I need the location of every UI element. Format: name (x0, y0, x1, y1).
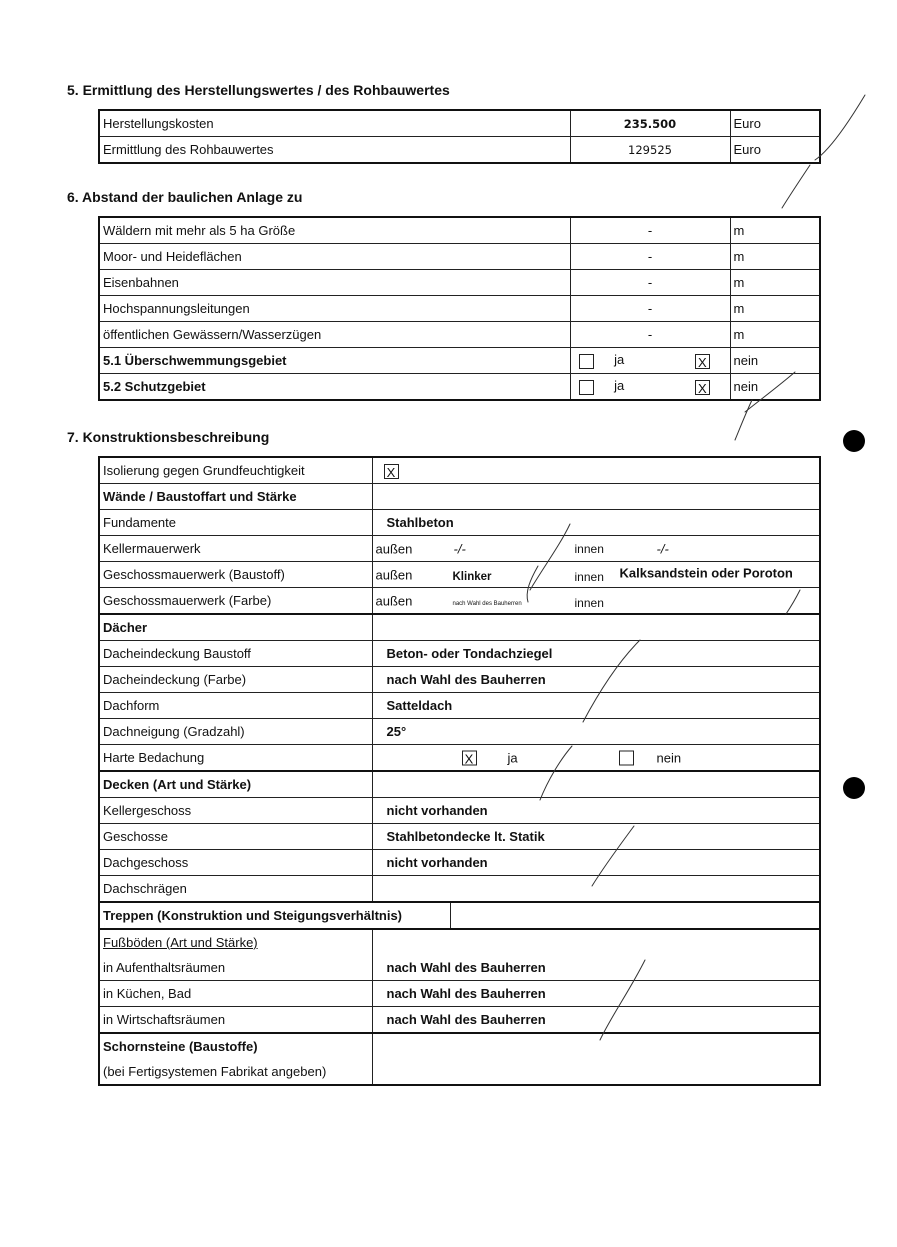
row-label: Dacheindeckung Baustoff (99, 641, 372, 667)
row-value: Stahlbeton (372, 510, 820, 536)
table-row (99, 322, 820, 348)
row-unit: m (730, 270, 820, 296)
table-row (99, 745, 820, 772)
pen-stroke (735, 400, 752, 440)
row-label: 5.1 Überschwemmungsgebiet (99, 348, 570, 374)
row-label: (bei Fertigsystemen Fabrikat angeben) (99, 1059, 372, 1085)
row-value: nicht vorhanden (372, 798, 820, 824)
ja-checkbox[interactable] (579, 354, 594, 369)
aussen-label: außen (375, 541, 413, 556)
table-row (99, 244, 820, 270)
row-value: - (570, 244, 730, 270)
section-7-table (98, 456, 821, 1086)
row-unit: m (730, 244, 820, 270)
punch-hole (843, 777, 865, 799)
table-row (99, 667, 820, 693)
table-row (99, 771, 820, 798)
row-label: Dachgeschoss (99, 850, 372, 876)
isolierung-checkbox[interactable]: X (384, 464, 399, 479)
table-row (99, 217, 820, 244)
innen-label: innen (574, 595, 604, 610)
section-6-heading: 6. Abstand der baulichen Anlage zu (67, 189, 303, 205)
ja-checkbox[interactable] (579, 380, 594, 395)
innen-label: innen (574, 569, 604, 584)
innen-value: Kalksandstein oder Poroton (619, 565, 793, 580)
aussen-innen-cell (372, 588, 820, 615)
table-row (99, 929, 820, 955)
table-row (99, 1033, 820, 1059)
section-5-table (98, 109, 821, 164)
nein-label: nein (656, 750, 682, 765)
group-header: Decken (Art und Stärke) (99, 771, 372, 798)
row-unit: Euro (730, 110, 820, 137)
row-label: Harte Bedachung (99, 745, 372, 772)
row-unit: m (730, 322, 820, 348)
ja-cell (570, 348, 730, 374)
table-row (99, 536, 820, 562)
row-label: Geschossmauerwerk (Farbe) (99, 588, 372, 615)
group-header: Fußböden (Art und Stärke) (99, 929, 372, 955)
section-6-table (98, 216, 821, 401)
table-row (99, 902, 820, 929)
nein-checkbox[interactable] (619, 750, 634, 765)
row-value: - (570, 296, 730, 322)
row-label: öffentlichen Gewässern/Wasserzügen (99, 322, 570, 348)
table-row (99, 110, 820, 137)
row-label: Kellermauerwerk (99, 536, 372, 562)
aussen-innen-cell (372, 562, 820, 588)
table-row (99, 824, 820, 850)
table-row (99, 798, 820, 824)
row-value: - (570, 217, 730, 244)
row-value: Satteldach (372, 693, 820, 719)
row-label: Hochspannungsleitungen (99, 296, 570, 322)
row-unit: m (730, 217, 820, 244)
table-row (99, 876, 820, 903)
table-row (99, 981, 820, 1007)
row-label: Moor- und Heideflächen (99, 244, 570, 270)
group-header: Treppen (Konstruktion und Steigungsverhältnis) (99, 902, 450, 929)
row-label: Dachform (99, 693, 372, 719)
aussen-value: nach Wahl des Bauherren (452, 600, 522, 607)
table-row (99, 296, 820, 322)
table-row (99, 1007, 820, 1034)
row-label: in Aufenthaltsräumen (99, 955, 372, 981)
table-row (99, 562, 820, 588)
ja-label: ja (614, 352, 625, 368)
innen-value: -/- (656, 541, 669, 556)
row-value: Stahlbetondecke lt. Statik (372, 824, 820, 850)
row-label: Isolierung gegen Grundfeuchtigkeit (99, 457, 372, 484)
aussen-value: -/- (453, 541, 466, 556)
row-label: Fundamente (99, 510, 372, 536)
row-value: - (570, 270, 730, 296)
aussen-label: außen (375, 567, 413, 582)
row-label: Kellergeschoss (99, 798, 372, 824)
nein-label: nein (730, 374, 820, 401)
section-7-heading: 7. Konstruktionsbeschreibung (67, 429, 270, 445)
nein-checkbox[interactable]: X (695, 380, 710, 395)
row-label: Wäldern mit mehr als 5 ha Größe (99, 217, 570, 244)
row-label: Ermittlung des Rohbauwertes (99, 137, 570, 164)
row-label: Geschossmauerwerk (Baustoff) (99, 562, 372, 588)
row-unit: m (730, 296, 820, 322)
row-value: - (570, 322, 730, 348)
section-5-heading: 5. Ermittlung des Herstellungswertes / des Rohbauwertes (67, 82, 450, 98)
table-row (99, 955, 820, 981)
row-value: nach Wahl des Bauherren (372, 981, 820, 1007)
table-row (99, 348, 820, 374)
table-row (99, 719, 820, 745)
row-label: Dacheindeckung (Farbe) (99, 667, 372, 693)
row-unit: Euro (730, 137, 820, 164)
table-row (99, 850, 820, 876)
table-row (99, 457, 820, 484)
table-row (99, 374, 820, 401)
table-row (99, 693, 820, 719)
isolierung-cell (372, 457, 820, 484)
table-row (99, 137, 820, 164)
row-value: 235.500 (570, 110, 730, 137)
pen-stroke (782, 165, 810, 208)
row-label: Dachneigung (Gradzahl) (99, 719, 372, 745)
innen-label: innen (574, 541, 604, 556)
row-value: nach Wahl des Bauherren (372, 955, 820, 981)
ja-cell (570, 374, 730, 401)
harte-bedachung-cell (372, 745, 820, 772)
row-value: 25° (372, 719, 820, 745)
row-label: in Wirtschaftsräumen (99, 1007, 372, 1034)
row-value: nicht vorhanden (372, 850, 820, 876)
row-value (372, 876, 820, 903)
row-label: Eisenbahnen (99, 270, 570, 296)
aussen-label: außen (375, 593, 413, 608)
aussen-value: Klinker (452, 570, 492, 583)
table-row (99, 484, 820, 510)
row-label: Geschosse (99, 824, 372, 850)
row-label: Herstellungskosten (99, 110, 570, 137)
table-row (99, 614, 820, 641)
table-row (99, 270, 820, 296)
row-label: Dachschrägen (99, 876, 372, 903)
row-value: Beton- oder Tondachziegel (372, 641, 820, 667)
ja-label: ja (507, 750, 518, 765)
group-header: Dächer (99, 614, 372, 641)
row-label: in Küchen, Bad (99, 981, 372, 1007)
table-row (99, 510, 820, 536)
punch-hole (843, 430, 865, 452)
row-value: 129525 (570, 137, 730, 164)
row-value: nach Wahl des Bauherren (372, 667, 820, 693)
table-row (99, 641, 820, 667)
row-label: 5.2 Schutzgebiet (99, 374, 570, 401)
nein-checkbox[interactable]: X (695, 354, 710, 369)
group-header: Schornsteine (Baustoffe) (99, 1033, 372, 1059)
aussen-innen-cell (372, 536, 820, 562)
group-header: Wände / Baustoffart und Stärke (99, 484, 372, 510)
nein-label: nein (730, 348, 820, 374)
ja-label: ja (614, 378, 625, 394)
ja-checkbox[interactable]: X (462, 750, 477, 765)
table-row (99, 588, 820, 615)
pen-stroke (815, 95, 865, 160)
row-value: nach Wahl des Bauherren (372, 1007, 820, 1034)
